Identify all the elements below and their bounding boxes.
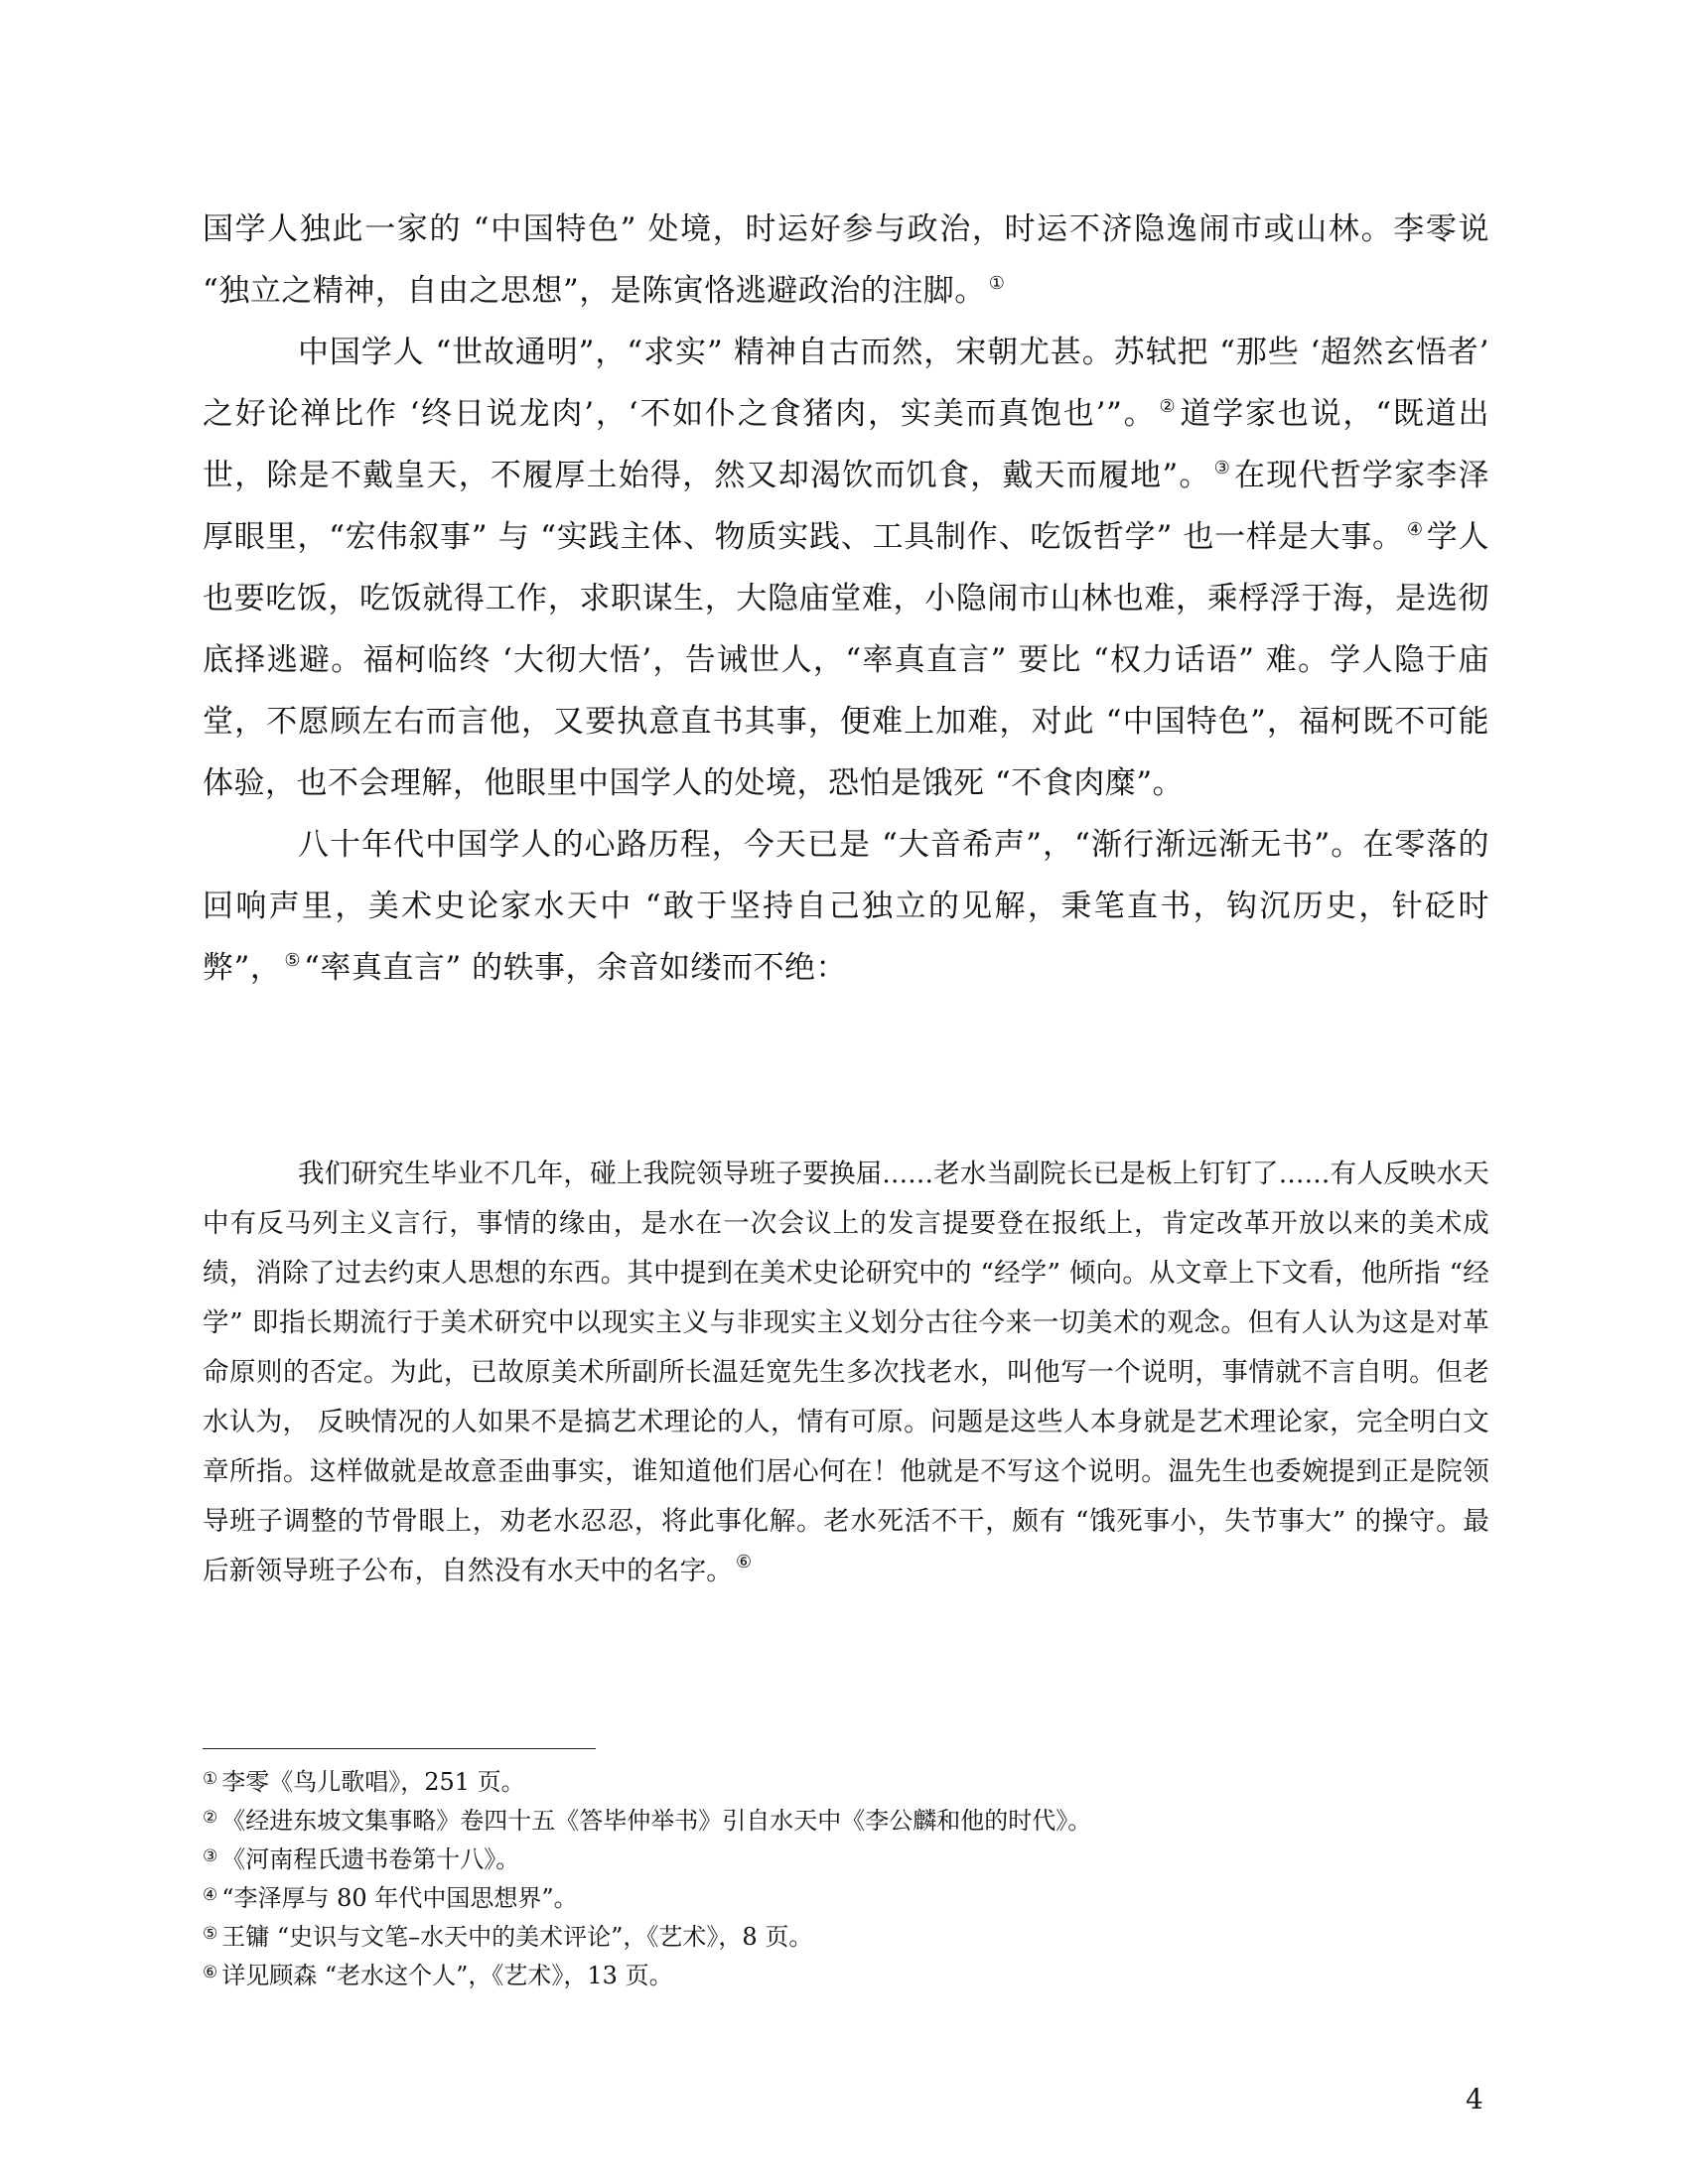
footnote-mark: ② [203, 1808, 218, 1828]
body-text [203, 199, 1489, 999]
page-number: 4 [1466, 2083, 1483, 2116]
paragraph-2-text-b: 道学家也说，“既道出世，除是不戴皇天，不履厚土始得，然又却渴饮而饥食，戴天而履地”。 [203, 396, 1489, 493]
footnote-ref-3[interactable]: ③ [1213, 458, 1232, 478]
footnote-2 [203, 1800, 1489, 1839]
footnote-mark: ① [203, 1769, 218, 1789]
footnote-ref-1[interactable]: ① [988, 273, 1006, 294]
footnote-mark: ⑥ [203, 1963, 218, 1982]
footnote-text: 《经进东坡文集事略》卷四十五《答毕仲举书》引自水天中《李公麟和他的时代》。 [221, 1807, 1092, 1835]
paragraph-1-text: 国学人独此一家的 “中国特色” 处境，时运好参与政治，时运不济隐逸闹市或山林。李零说 “独立之精神，自由之思想”，是陈寅恪逃避政治的注脚。 [203, 211, 1489, 309]
footnote-mark: ③ [203, 1846, 218, 1866]
footnote-ref-5[interactable]: ⑤ [284, 950, 301, 971]
footnote-text: 王镛 “史识与文笔–水天中的美术评论”，《艺术》，8 页。 [221, 1923, 813, 1951]
paragraph-2-text-a: 中国学人 “世故通明”，“求实” 精神自古而然，宋朝尤甚。苏轼把 “那些 ‘超然玄悟者’ 之好论禅比作 ‘终日说龙肉’，‘不如仆之食猪肉，实美而真饱也’”。 [203, 335, 1489, 432]
footnote-separator [203, 1748, 596, 1749]
footnote-mark: ⑤ [203, 1924, 218, 1944]
footnote-1 [203, 1761, 1489, 1800]
footnote-6 [203, 1955, 1489, 1993]
footnote-text: 《河南程氏遗书卷第十八》。 [221, 1845, 520, 1873]
paragraph-1 [203, 199, 1489, 322]
paragraph-3-text-b: “率真直言” 的轶事，余音如缕而不绝： [304, 950, 848, 986]
paragraph-2-text-d: 学人也要吃饭，吃饭就得工作，求职谋生，大隐庙堂难，小隐闹市山林也难，乘桴浮于海，是选彻底择逃避。福柯临终 ‘大彻大悟’，告诫世人，“率真直言” 要比 “权力话语” 难。学人隐于庙堂，不愿顾左右而言他，又要执意直书其事，便难上加难，对此 “中国特色”，福柯既不可能体验，也不会理解，他眼里中国学人的处境，恐怕是饿死 “不食肉糜”。 [203, 519, 1490, 801]
footnotes [203, 1761, 1489, 1993]
footnote-mark: ④ [203, 1885, 218, 1905]
footnote-ref-4[interactable]: ④ [1406, 519, 1424, 540]
footnote-5 [203, 1916, 1489, 1955]
paragraph-3 [203, 814, 1489, 999]
paragraph-2-text-c: 在现代哲学家李泽厚眼里，“宏伟叙事” 与 “实践主体、物质实践、工具制作、吃饭哲学” 也一样是大事。 [203, 458, 1490, 555]
paragraph-2 [203, 322, 1489, 814]
footnote-ref-2[interactable]: ② [1159, 396, 1178, 417]
block-quote-paragraph [203, 1150, 1489, 1596]
footnote-4 [203, 1877, 1489, 1916]
block-quote-text: 我们研究生毕业不几年，碰上我院领导班子要换届......老水当副院长已是板上钉钉了......有人反映水天中有反马列主义言行，事情的缘由，是水在一次会议上的发言提要登在报纸上，肯定改革开放以来的美术成绩，消除了过去约束人思想的东西。其中提到在美术史论研究中的 “经学” 倾向。从文章上下文看，他所指 “经学” 即指长期流行于美术研究中以现实主义与非现实主义划分古往今来一切美术的观念。但有人认为这是对革命原则的否定。为此，已故原美术所副所长温廷宽先生多次找老水，叫他写一个说明，事情就不言自明。但老水认为， 反映情况的人如果不是搞艺术理论的人，情有可原。问题是这些人本身就是艺术理论家，完全明白文章所指。这样做就是故意歪曲事实，谁知道他们居心何在！他就是不写这个说明。温先生也委婉提到正是院领导班子调整的节骨眼上，劝老水忍忍，将此事化解。老水死活不干，颇有 “饿死事小，失节事大” 的操守。最后新领导班子公布，自然没有水天中的名字。 [203, 1159, 1489, 1586]
block-quote [203, 1150, 1489, 1596]
paragraph-3-text-a: 八十年代中国学人的心路历程，今天已是 “大音希声”，“渐行渐远渐无书”。在零落的回响声里，美术史论家水天中 “敢于坚持自己独立的见解，秉笔直书，钩沉历史，针砭时弊”， [203, 827, 1489, 986]
footnote-ref-6[interactable]: ⑥ [736, 1552, 753, 1572]
footnote-text: 详见顾森 “老水这个人”，《艺术》，13 页。 [221, 1962, 673, 1989]
footnote-text: 李零《鸟儿歌唱》，251 页。 [221, 1768, 525, 1796]
footnote-3 [203, 1839, 1489, 1877]
footnote-text: “李泽厚与 80 年代中国思想界”。 [221, 1884, 578, 1912]
